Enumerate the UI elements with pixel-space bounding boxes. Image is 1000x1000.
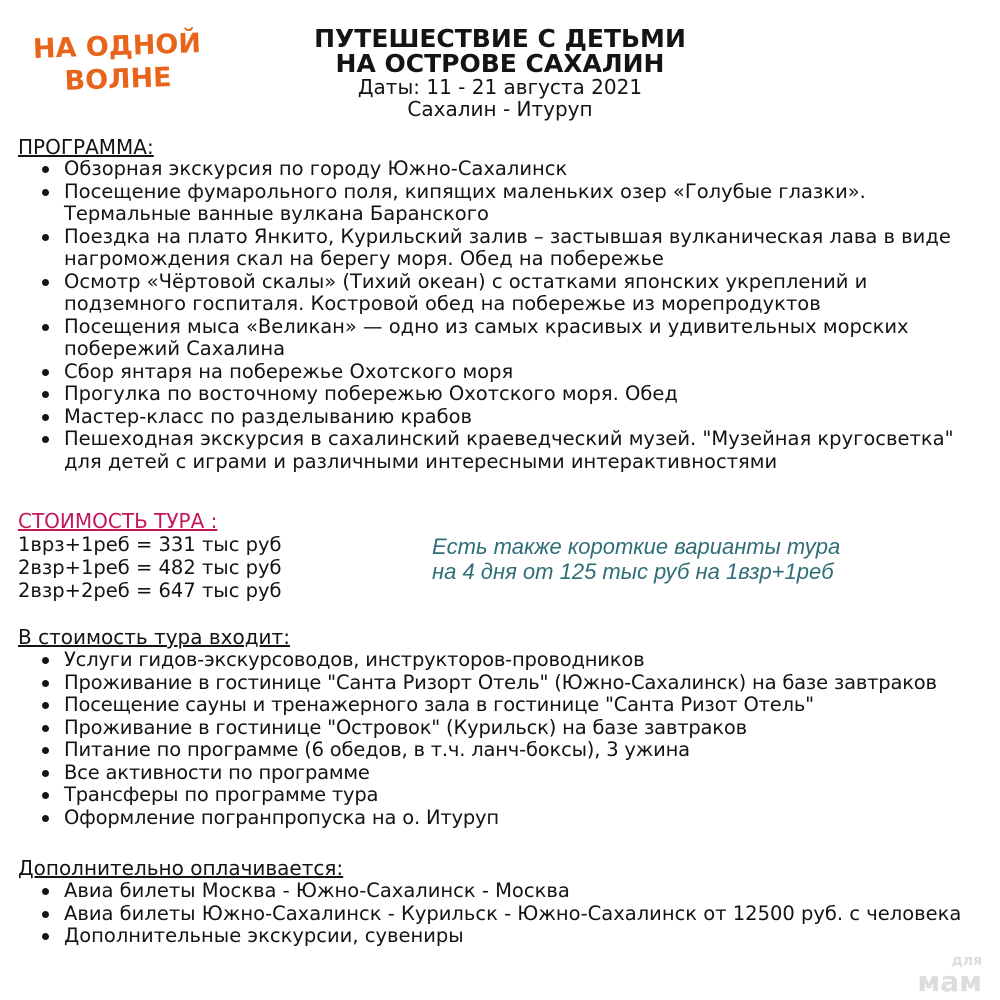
price-list [18,533,282,602]
program-list [18,158,988,473]
price-row: 1врз+1реб = 331 тыс руб [18,533,282,556]
extra-item: Авиа билеты Москва - Южно-Сахалинск - Москва [18,880,978,903]
watermark [917,954,982,996]
short-tour-note-line-2: на 4 дня от 125 тыс руб на 1взр+1реб [432,559,834,584]
program-item: Прогулка по восточному побережью Охотского моря. Обед [18,383,988,406]
includes-heading: В стоимость тура входит: [18,625,290,649]
includes-item: Все активности по программе [18,762,993,785]
includes-item: Услуги гидов-экскурсоводов, инструкторов-проводников [18,649,993,672]
program-heading: ПРОГРАММА: [18,135,154,159]
includes-item: Питание по программе (6 обедов, в т.ч. ланч-боксы), 3 ужина [18,739,993,762]
includes-item: Трансферы по программе тура [18,784,993,807]
includes-item: Проживание в гостинице "Островок" (Курильск) на базе завтраков [18,717,993,740]
logo-line-2: ВОЛНЕ [64,62,173,97]
includes-item: Оформление погранпропуска на о. Итуруп [18,807,993,830]
program-item: Поездка на плато Янкито, Курильский залив – застывшая вулканическая лава в виде нагромождения скал на берегу моря. Обед на побережье [18,226,988,271]
program-item: Посещение фумарольного поля, кипящих маленьких озер «Голубые глазки». Термальные ванные вулкана Баранского [18,181,988,226]
watermark-line-2: мам [917,965,982,998]
program-item: Обзорная экскурсия по городу Южно-Сахалинск [18,158,988,181]
page-title-line-1: ПУТЕШЕСТВИЕ С ДЕТЬМИ [314,24,686,53]
price-row: 2взр+2реб = 647 тыс руб [18,579,282,602]
extra-list [18,880,978,948]
page-title-line-2: НА ОСТРОВЕ САХАЛИН [335,49,665,78]
includes-item: Проживание в гостинице "Санта Ризорт Отель" (Южно-Сахалинск) на базе завтраков [18,672,993,695]
watermark-line-1: для [951,953,982,969]
tour-dates: Даты: 11 - 21 августа 2021 [357,75,643,99]
program-item: Посещения мыса «Великан» — одно из самых красивых и удивительных морских побережий Сахалина [18,316,988,361]
program-item: Сбор янтаря на побережье Охотского моря [18,361,988,384]
page-header [0,26,1000,120]
includes-item: Посещение сауны и тренажерного зала в гостинице "Санта Ризот Отель" [18,694,993,717]
includes-list [18,649,993,829]
extra-item: Дополнительные экскурсии, сувениры [18,925,978,948]
tour-route: Сахалин - Итуруп [407,97,593,121]
extra-heading: Дополнительно оплачивается: [18,856,344,880]
program-item: Осмотр «Чёртовой скалы» (Тихий океан) с остатками японских укреплений и подземного госпиталя. Костровой обед на побережье из морепродуктов [18,271,988,316]
logo-line-1: НА ОДНОЙ [32,28,202,65]
short-tour-note-line-1: Есть также короткие варианты тура [432,534,841,559]
cost-heading: СТОИМОСТЬ ТУРА : [18,509,218,533]
program-item: Мастер-класс по разделыванию крабов [18,406,988,429]
short-tour-note [432,534,952,584]
price-row: 2взр+1реб = 482 тыс руб [18,556,282,579]
extra-item: Авиа билеты Южно-Сахалинск - Курильск - Южно-Сахалинск от 12500 руб. с человека [18,903,978,926]
program-item: Пешеходная экскурсия в сахалинский краеведческий музей. "Музейная кругосветка" для детей с играми и различными интересными интерактивностями [18,428,988,473]
